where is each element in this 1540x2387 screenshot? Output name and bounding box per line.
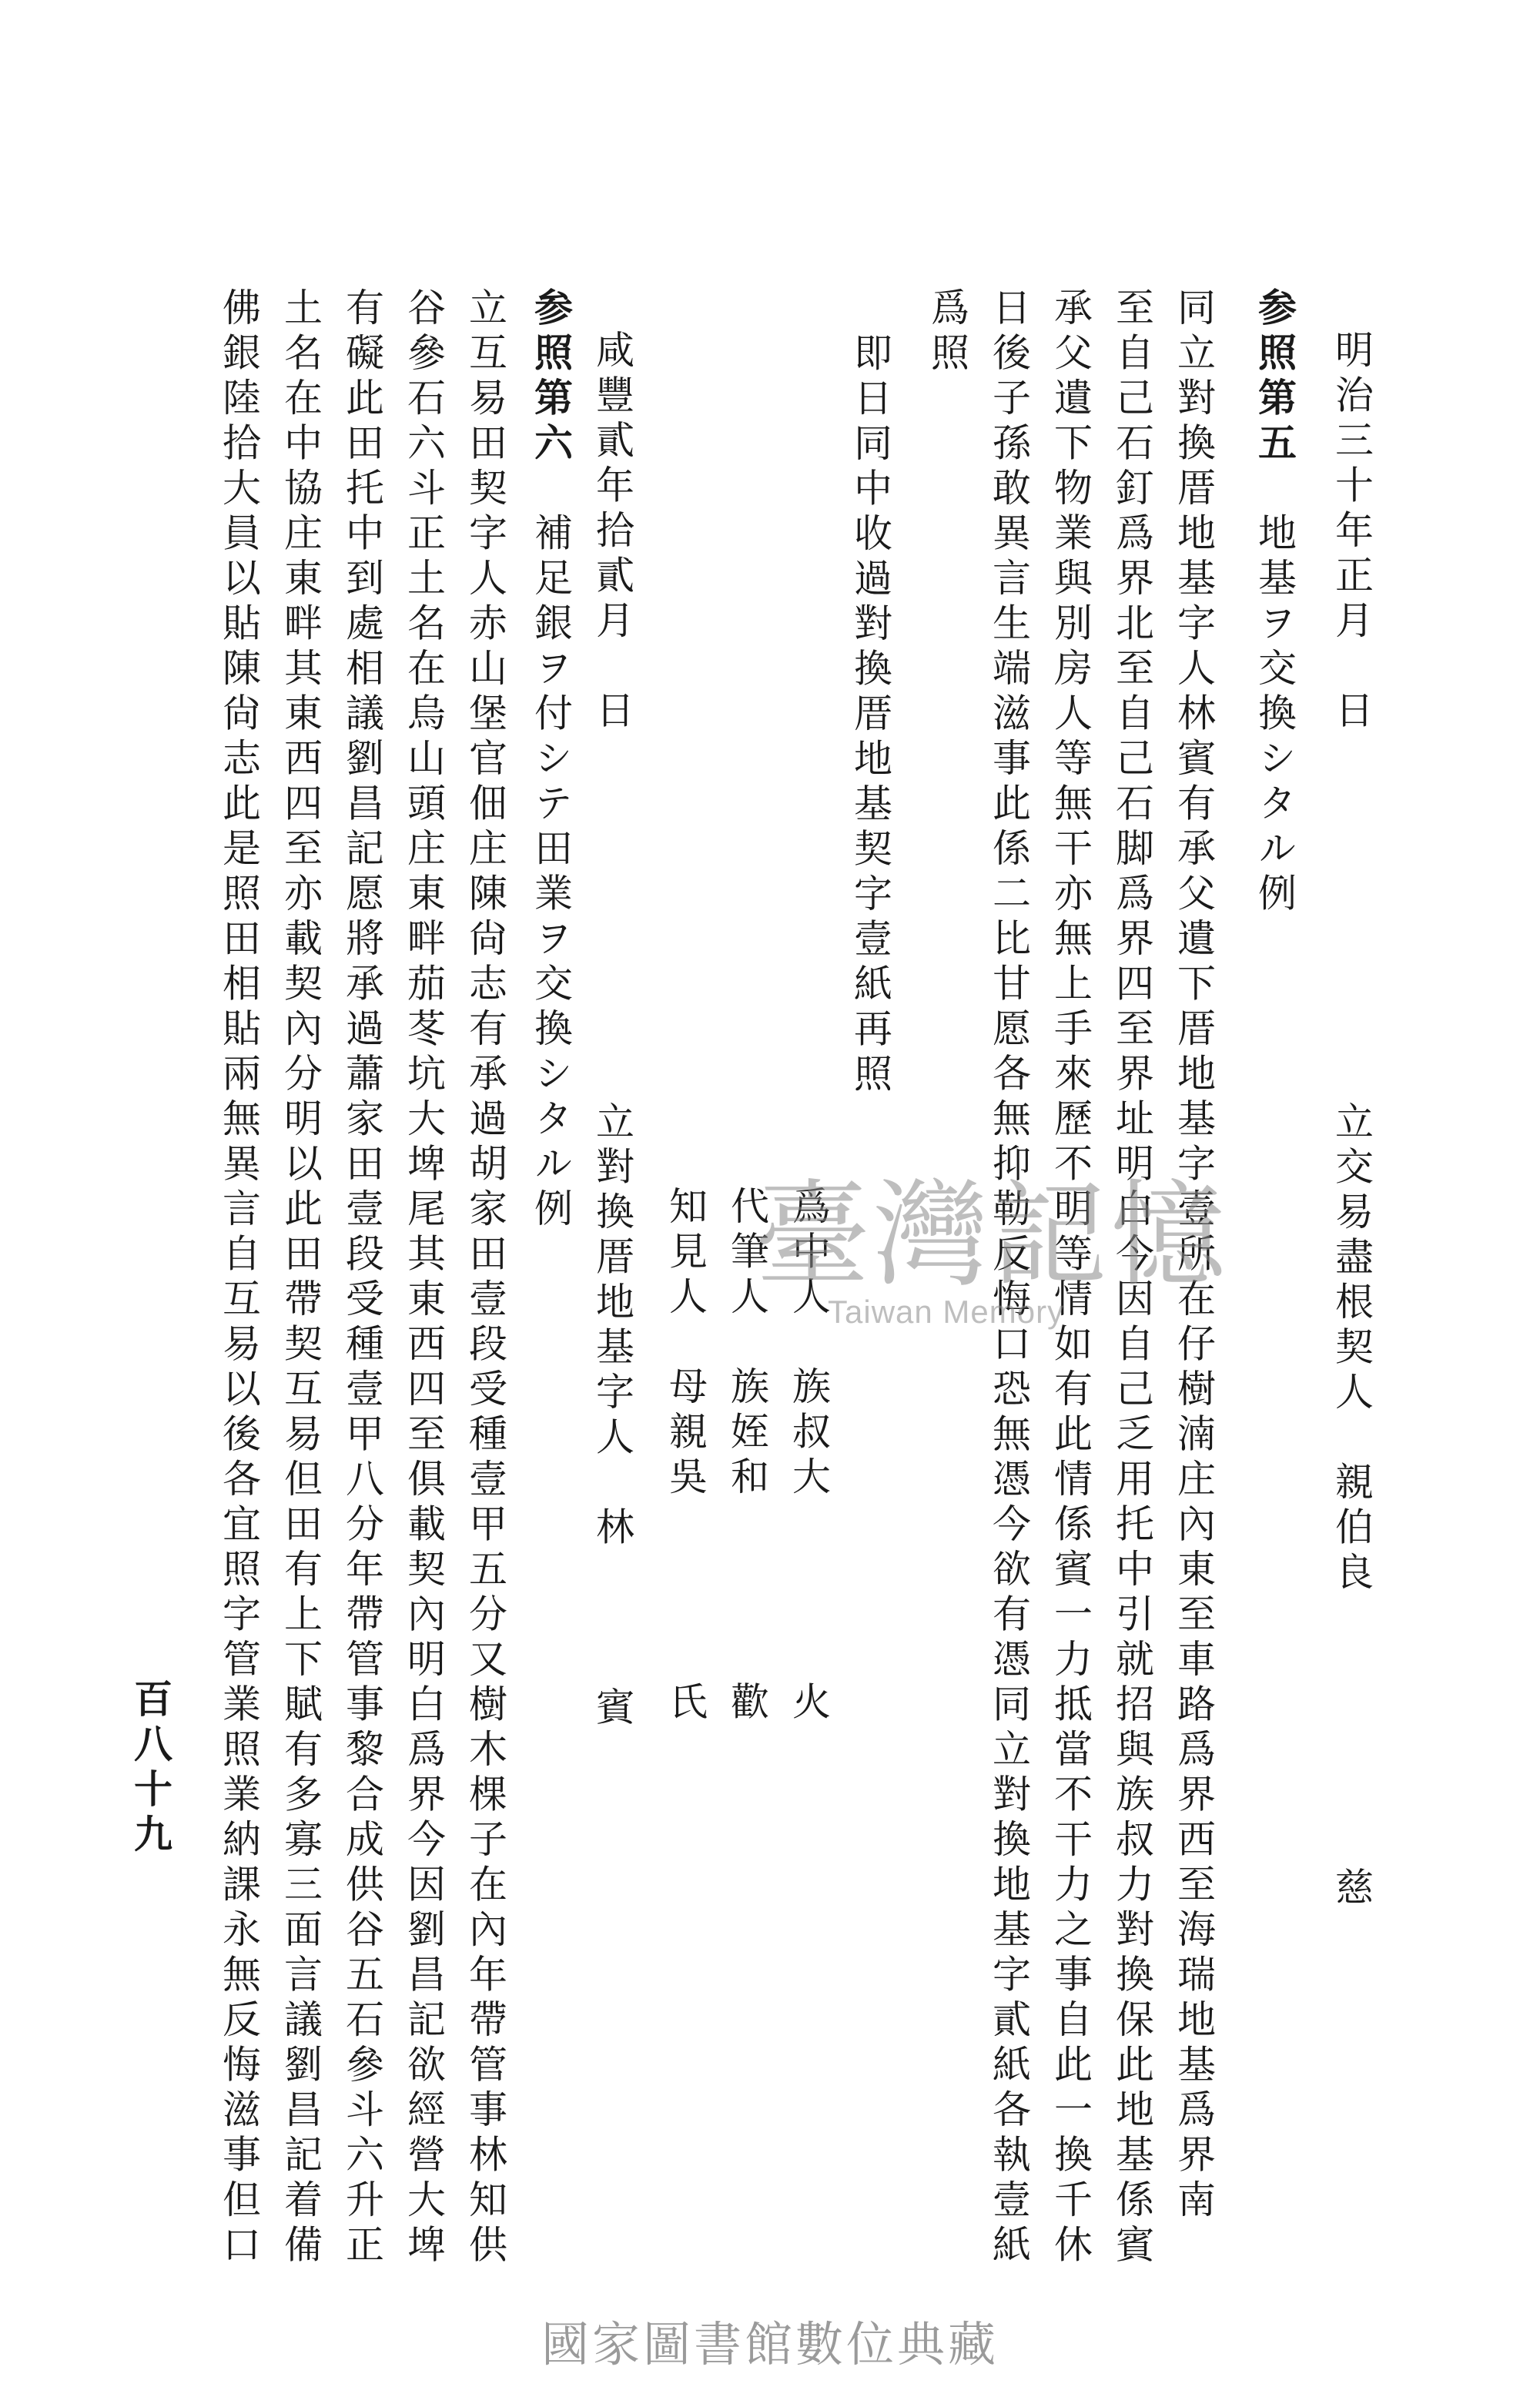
header-party: 立交易盡根契人 親伯良 慈 (1329, 1101, 1374, 1912)
watermark-logo (755, 1169, 1278, 1348)
ref5-line-2: 至自己石釘爲界北至自己石脚爲界四至界址明白今因自己乏用托中引就招與族叔力對換保此地基係賓 (1110, 287, 1154, 2269)
ref5-signer: 立對換厝地基字人 林 賓 (590, 1101, 634, 1732)
ref5-title: 参照第五 (1252, 287, 1297, 467)
ref6-subtitle: 補足銀ヲ付シテ田業ヲ交換シタル例 (528, 512, 573, 1234)
ref6-line-1: 立互易田契字人赤山堡官佃庄陳尙志有承過胡家田壹段受種壹甲五分又樹木棵子在內年帶管事林知供 (463, 287, 507, 2269)
ref6-title: 参照第六 (528, 287, 574, 467)
ref5-witness-3: 知見人 母親吳 氏 (663, 1186, 708, 1726)
page-number: 百八十九 (128, 1679, 173, 1859)
ref6-line-2: 谷參石六斗正土名在烏山頭庄東畔茄苳坑大埤尾其東西四至俱載契內明白爲界今因劉昌記欲經營大埤 (401, 287, 446, 2269)
ref5-date: 咸豐貳年拾貳月 日 (590, 330, 634, 735)
ref5-heading (1252, 287, 1297, 918)
ref6-line-5: 佛銀陸拾大員以貼陳尙志此是照田相貼兩無異言自互易以後各宜照字管業照業納課永無反悔滋事但口 (216, 287, 261, 2269)
watermark-title: 臺灣記憶 (755, 1169, 1230, 1303)
ref5-witness-1: 爲中人 族叔大 火 (786, 1186, 831, 1726)
footer-caption: 國家圖書館數位典藏 (541, 2316, 999, 2372)
watermark-subtitle: Taiwan Memory (828, 1294, 1065, 1330)
ref5-receipt: 即日同中收過對換厝地基契字壹紙再照 (848, 333, 892, 1099)
ref5-line-5: 爲照 (925, 287, 969, 377)
ref6-line-4: 土名在中協庄東畔其東西四至亦載契內分明以此田帶契互易但田有上下賦有多寡三面言議劉昌記着備 (278, 287, 323, 2269)
header-date: 明治三十年正月 日 (1329, 330, 1374, 735)
ref6-heading (528, 287, 574, 1234)
ref5-witness-2: 代筆人 族姪和 歡 (725, 1186, 769, 1726)
ref5-subtitle: 地基ヲ交換シタル例 (1252, 512, 1297, 918)
ref5-line-3: 承父遺下物業與別房人等無干亦無上手來歷不明等情如有此情係賓一力抵當不干力之事自此一換千休 (1048, 287, 1093, 2269)
ref5-line-4: 日後子孫敢異言生端滋事此係二比甘愿各無抑勒反悔口恐無憑今欲有憑同立對換地基字貳紙各執壹紙 (986, 287, 1031, 2269)
ref5-line-1: 同立對換厝地基字人林賓有承父遺下厝地基字壹所在仔樹湳庄內東至車路爲界西至海瑞地基爲界南 (1171, 287, 1216, 2225)
ref6-line-3: 有礙此田托中到處相議劉昌記愿將承過蕭家田壹段受種壹甲八分年帶管事黎合成供谷五石參斗六升正 (340, 287, 384, 2269)
